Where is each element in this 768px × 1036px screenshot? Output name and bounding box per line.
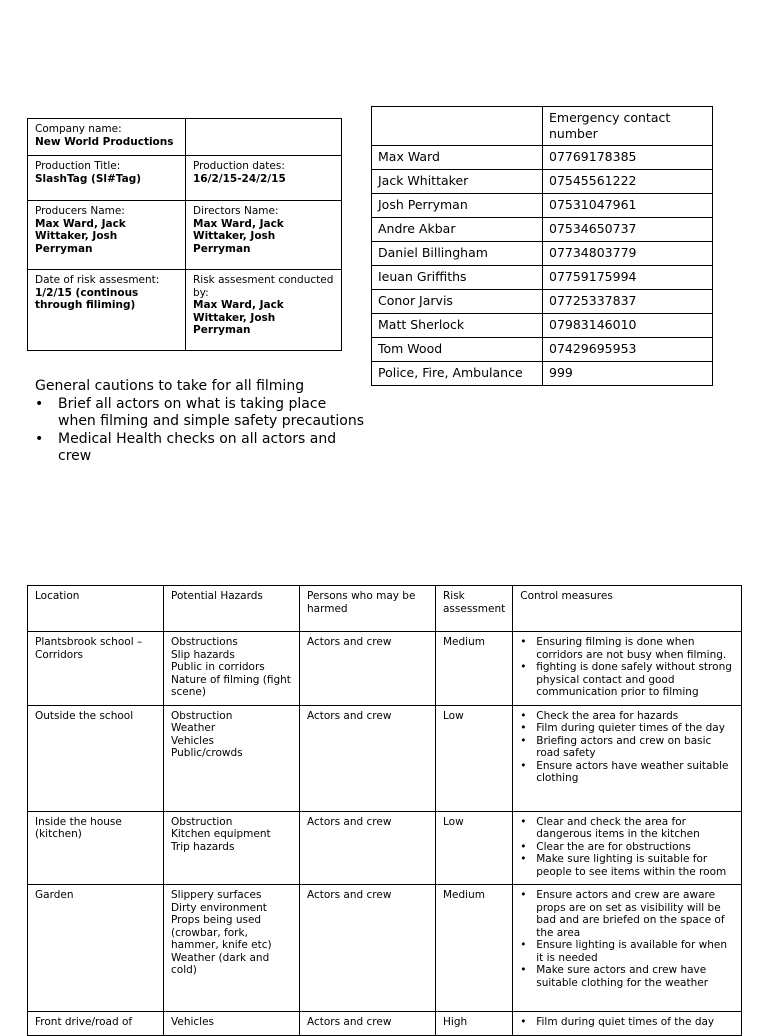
- control-text: Ensure actors and crew are aware props are on set as visibility will be bad and are briefed on the space of the area: [536, 889, 725, 939]
- control-item: [520, 722, 734, 735]
- control-item: [520, 816, 734, 841]
- risk-persons: Actors and crew: [300, 1012, 436, 1036]
- caution-item: [35, 396, 365, 431]
- risk-persons: Actors and crew: [300, 811, 436, 885]
- contact-name: Matt Sherlock: [372, 314, 543, 338]
- contact-row: [372, 290, 713, 314]
- bullet-icon: •: [520, 964, 527, 976]
- risk-persons: Actors and crew: [300, 885, 436, 1012]
- contact-number: 07534650737: [543, 218, 713, 242]
- risk-level: Low: [436, 811, 513, 885]
- control-item: [520, 853, 734, 878]
- caution-text: Brief all actors on what is taking place when filming and simple safety precautions: [58, 395, 365, 429]
- risk-control: [513, 885, 742, 1012]
- contact-name: Ieuan Griffiths: [372, 266, 543, 290]
- bullet-icon: •: [520, 734, 527, 747]
- bullet-icon: •: [520, 889, 527, 901]
- control-text: Briefing actors and crew on basic road safety: [536, 734, 712, 759]
- contact-number: 07429695953: [543, 338, 713, 362]
- company-name-label: Company name:: [35, 123, 122, 135]
- contact-number: 07983146010: [543, 314, 713, 338]
- control-item: [520, 1016, 734, 1029]
- risk-row: [28, 811, 742, 885]
- control-text: Film during quiet times of the day: [536, 1016, 715, 1028]
- contact-number: 07545561222: [543, 170, 713, 194]
- company-info-table: [27, 118, 342, 351]
- risk-location: Outside the school: [28, 705, 164, 811]
- contact-row: [372, 314, 713, 338]
- contact-name: Tom Wood: [372, 338, 543, 362]
- risk-location: Garden: [28, 885, 164, 1012]
- bullet-icon: •: [520, 661, 527, 673]
- producers-label: Producers Name:: [35, 205, 125, 217]
- bullet-icon: •: [520, 853, 527, 865]
- risk-date-value: 1/2/15 (continous through filiming): [35, 286, 139, 311]
- control-text: fighting is done safely without strong physical contact and good communication prior to filming: [536, 661, 732, 698]
- risk-conducted-value: Max Ward, Jack Wittaker, Josh Perryman: [193, 299, 284, 336]
- producers-value: Max Ward, Jack Wittaker, Josh Perryman: [35, 217, 126, 255]
- bullet-icon: •: [35, 395, 44, 412]
- control-item: [520, 760, 734, 785]
- control-text: Film during quieter times of the day: [536, 722, 725, 734]
- contact-number: 07531047961: [543, 194, 713, 218]
- contact-row: [372, 266, 713, 290]
- risk-row: [28, 1012, 742, 1036]
- control-item: [520, 889, 734, 939]
- control-list: [520, 889, 734, 989]
- risk-control: [513, 705, 742, 811]
- directors-value: Max Ward, Jack Wittaker, Josh Perryman: [193, 217, 284, 255]
- risk-conducted-cell: [186, 270, 342, 351]
- risk-control: [513, 811, 742, 885]
- control-list: [520, 710, 734, 785]
- risk-assessment-table: [27, 585, 742, 1036]
- control-text: Clear and check the area for dangerous items in the kitchen: [536, 815, 700, 840]
- contact-name: Jack Whittaker: [372, 170, 543, 194]
- control-text: Make sure actors and crew have suitable clothing for the weather: [536, 964, 709, 989]
- contact-number: 07769178385: [543, 146, 713, 170]
- bullet-icon: •: [520, 815, 527, 828]
- contact-name: Josh Perryman: [372, 194, 543, 218]
- bullet-icon: •: [520, 709, 527, 722]
- risk-row: [28, 705, 742, 811]
- risk-row: [28, 632, 742, 706]
- control-text: Ensure actors have weather suitable clothing: [536, 759, 729, 784]
- contact-row: [372, 146, 713, 170]
- risk-persons: Actors and crew: [300, 705, 436, 811]
- cautions-list: [35, 396, 365, 466]
- bullet-icon: •: [520, 759, 527, 772]
- control-item: [520, 841, 734, 854]
- bullet-icon: •: [35, 430, 44, 447]
- control-list: [520, 636, 734, 699]
- directors-label: Directors Name:: [193, 205, 279, 217]
- company-name-cell: [28, 119, 186, 156]
- control-item: [520, 939, 734, 964]
- production-dates-label: Production dates:: [193, 160, 285, 172]
- risk-hazards: Vehicles: [164, 1012, 300, 1036]
- cautions-title: General cautions to take for all filming: [35, 378, 305, 394]
- contact-row: [372, 338, 713, 362]
- contact-row: [372, 218, 713, 242]
- risk-date-cell: [28, 270, 186, 351]
- contact-number: 07734803779: [543, 242, 713, 266]
- emergency-contacts-table: [371, 106, 713, 386]
- contact-row: [372, 194, 713, 218]
- control-text: Ensuring filming is done when corridors are not busy when filming.: [536, 636, 727, 661]
- header-persons: Persons who may be harmed: [300, 586, 436, 632]
- contacts-header-empty: [372, 107, 543, 146]
- production-dates-cell: [186, 156, 342, 201]
- risk-level: High: [436, 1012, 513, 1036]
- bullet-icon: •: [520, 722, 527, 734]
- header-risk: Risk assessment: [436, 586, 513, 632]
- header-control: Control measures: [513, 586, 742, 632]
- bullet-icon: •: [520, 840, 527, 853]
- risk-hazards: Obstructions Slip hazards Public in corridors Nature of filming (fight scene): [164, 632, 300, 706]
- header-hazards: Potential Hazards: [164, 586, 300, 632]
- risk-header-row: [28, 586, 742, 632]
- contact-name: Max Ward: [372, 146, 543, 170]
- risk-persons: Actors and crew: [300, 632, 436, 706]
- caution-item: [35, 431, 365, 466]
- risk-level: Low: [436, 705, 513, 811]
- risk-control: [513, 1012, 742, 1036]
- risk-info-row: [28, 270, 342, 351]
- header-location: Location: [28, 586, 164, 632]
- bullet-icon: •: [520, 1016, 527, 1028]
- contact-name: Andre Akbar: [372, 218, 543, 242]
- control-item: [520, 661, 734, 699]
- control-item: [520, 710, 734, 723]
- control-list: [520, 816, 734, 879]
- contact-name: Conor Jarvis: [372, 290, 543, 314]
- names-row: [28, 201, 342, 270]
- risk-location: Inside the house (kitchen): [28, 811, 164, 885]
- company-name-value: New World Productions: [35, 135, 174, 148]
- production-title-label: Production Title:: [35, 160, 121, 172]
- control-item: [520, 735, 734, 760]
- risk-conducted-label: Risk assesment conducted by:: [193, 274, 334, 299]
- contacts-header-row: [372, 107, 713, 146]
- control-item: [520, 636, 734, 661]
- risk-level: Medium: [436, 885, 513, 1012]
- risk-row: [28, 885, 742, 1012]
- risk-date-label: Date of risk assesment:: [35, 274, 160, 286]
- directors-cell: [186, 201, 342, 270]
- company-empty-cell: [186, 119, 342, 156]
- contact-row: [372, 170, 713, 194]
- risk-location: Front drive/road of: [28, 1012, 164, 1036]
- contact-name: Police, Fire, Ambulance: [372, 362, 543, 386]
- bullet-icon: •: [520, 939, 527, 951]
- control-text: Ensure lighting is available for when it is needed: [536, 939, 727, 964]
- risk-level: Medium: [436, 632, 513, 706]
- contact-name: Daniel Billingham: [372, 242, 543, 266]
- control-text: Clear the are for obstructions: [536, 840, 691, 853]
- company-row: [28, 119, 342, 156]
- risk-hazards: Obstruction Kitchen equipment Trip hazards: [164, 811, 300, 885]
- contact-number: 999: [543, 362, 713, 386]
- contact-number: 07759175994: [543, 266, 713, 290]
- production-title-value: SlashTag (Sl#Tag): [35, 172, 142, 185]
- control-list: [520, 1016, 734, 1029]
- caution-text: Medical Health checks on all actors and crew: [58, 430, 337, 464]
- producers-cell: [28, 201, 186, 270]
- risk-location: Plantsbrook school – Corridors: [28, 632, 164, 706]
- control-text: Make sure lighting is suitable for people to see items within the room: [536, 853, 727, 878]
- production-title-cell: [28, 156, 186, 201]
- general-cautions: [35, 378, 365, 466]
- production-row: [28, 156, 342, 201]
- bullet-icon: •: [520, 636, 527, 648]
- risk-hazards: Slippery surfaces Dirty environment Props being used (crowbar, fork, hammer, knife etc) Weather (dark and cold): [164, 885, 300, 1012]
- contacts-header: Emergency contact number: [543, 107, 713, 146]
- risk-hazards: Obstruction Weather Vehicles Public/crowds: [164, 705, 300, 811]
- control-item: [520, 964, 734, 989]
- control-text: Check the area for hazards: [536, 709, 679, 722]
- production-dates-value: 16/2/15-24/2/15: [193, 172, 286, 185]
- risk-control: [513, 632, 742, 706]
- contact-number: 07725337837: [543, 290, 713, 314]
- contact-row: [372, 362, 713, 386]
- contact-row: [372, 242, 713, 266]
